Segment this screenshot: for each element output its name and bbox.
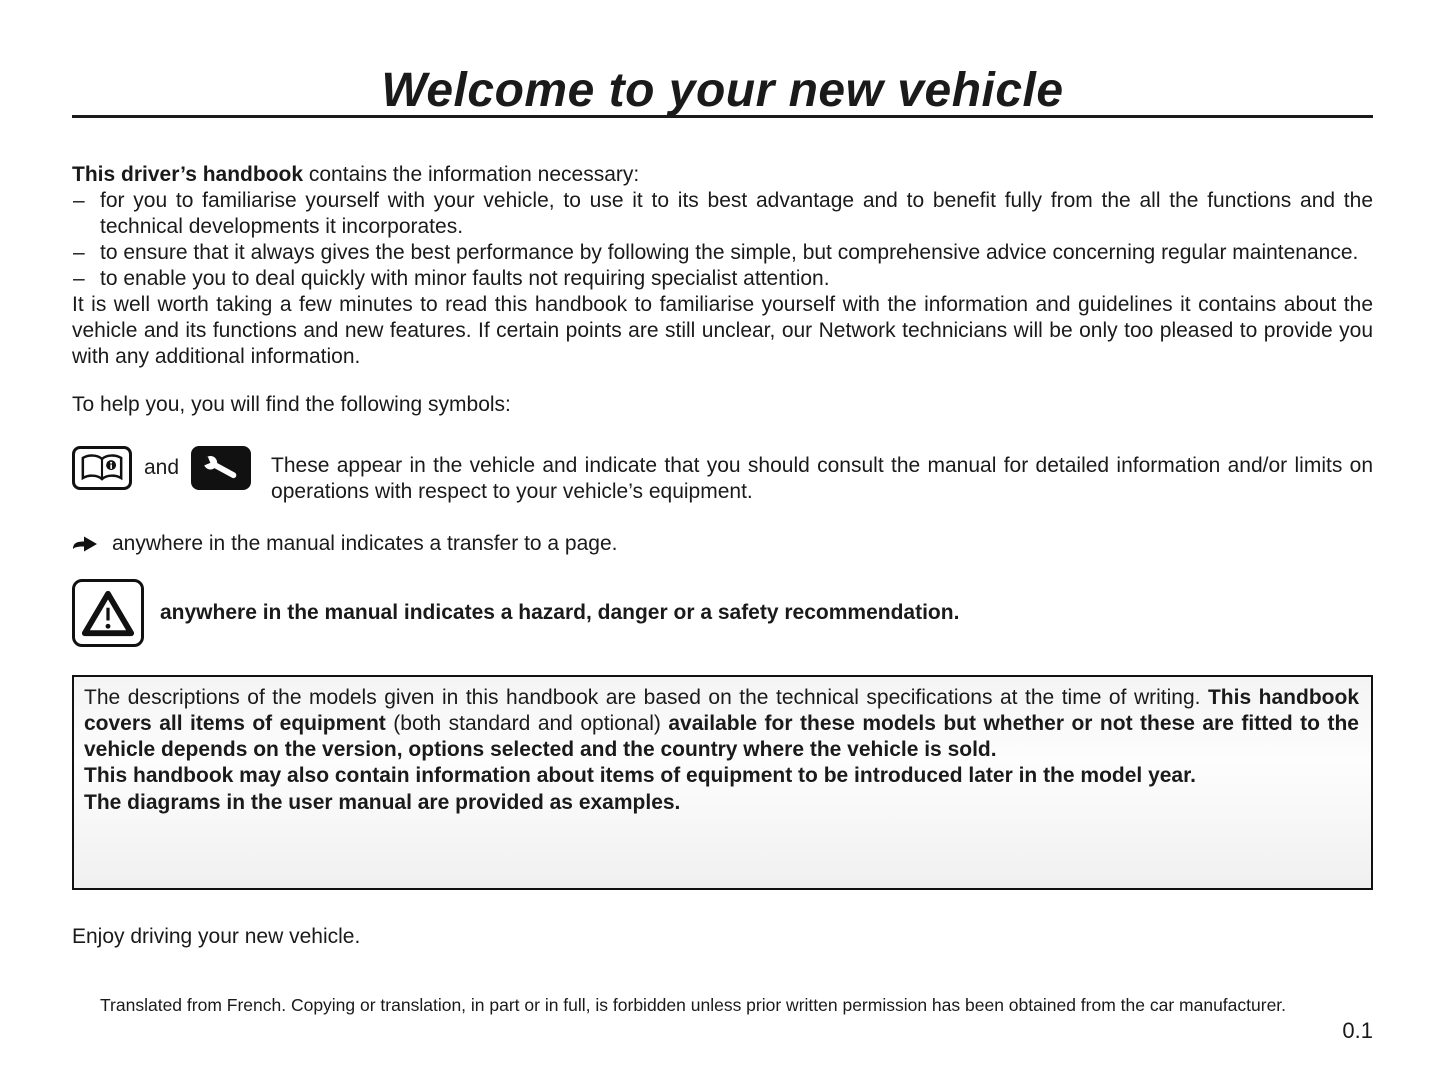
wrench-icon: [191, 446, 251, 490]
warning-description: anywhere in the manual indicates a hazard, danger or a safety recommendation.: [160, 601, 960, 625]
title-rule: [72, 52, 1373, 118]
page-number: 0.1: [1342, 1018, 1373, 1043]
symbols-intro-line: To help you, you will find the following symbols:: [72, 393, 511, 417]
bullet-item: – to ensure that it always gives the best performance by following the simple, but comprehensive advice concerning regular maintenance.: [72, 240, 1373, 266]
symbol-row-arrow: [72, 531, 1373, 557]
lead-rest-text: contains the information necessary:: [303, 163, 640, 186]
notice-box: [72, 675, 1373, 889]
footer-note: Translated from French. Copying or translation, in part or in full, is forbidden unless prior written permission has been obtained from the car manufacturer.: [100, 994, 1287, 1015]
closing-line: Enjoy driving your new vehicle.: [72, 924, 361, 948]
symbol-row-book-wrench: [72, 446, 1373, 505]
transfer-arrow-icon: [72, 535, 98, 553]
arrow-description: anywhere in the manual indicates a transfer to a page.: [112, 532, 618, 556]
notice-p1-run4: available for these models but whether or not these are fitted to the vehicle depends on the version, options selected and the country where the vehicle is sold.: [84, 712, 1359, 762]
notice-paragraph-1: [84, 685, 1359, 763]
notice-paragraph-2: This handbook may also contain information about items of equipment to be introduced later in the model year.: [84, 764, 1196, 788]
symbol-row-warning: [72, 579, 1373, 647]
open-book-icon: [72, 446, 132, 490]
page-title: Welcome to your new vehicle: [381, 64, 1064, 117]
intro-paragraph: It is well worth taking a few minutes to read this handbook to familiarise yourself with the information and guidelines it contains about the vehicle and its functions and new features. If certain points are still unclear, our Network technicians will be only too pleased to provide you with any additional information.: [72, 293, 1373, 369]
and-label: and: [144, 456, 180, 480]
bullet-item: – for you to familiarise yourself with your vehicle, to use it to its best advantage and to benefit fully from the all the functions and the technical developments it incorporates.: [72, 188, 1373, 240]
notice-p1-run1: The descriptions of the models given in this handbook are based on the technical specifications at the time of writing.: [84, 686, 1208, 710]
warning-triangle-icon: [72, 579, 144, 647]
intro-section: [72, 162, 1373, 418]
notice-p1-run3: (both standard and optional): [385, 712, 669, 736]
notice-paragraph-3: The diagrams in the user manual are provided as examples.: [84, 790, 681, 814]
book-wrench-description: These appear in the vehicle and indicate that you should consult the manual for detailed information and/or limits on operations with respect to your vehicle’s equipment.: [271, 454, 1373, 504]
bullet-list: [72, 188, 1373, 292]
bullet-item: – to enable you to deal quickly with minor faults not requiring specialist attention.: [72, 266, 1373, 292]
lead-paragraph: [72, 162, 1373, 188]
notice-p1-run2: This handbook covers all items of equipment: [84, 686, 1359, 736]
lead-bold-text: This driver’s handbook: [72, 163, 304, 186]
